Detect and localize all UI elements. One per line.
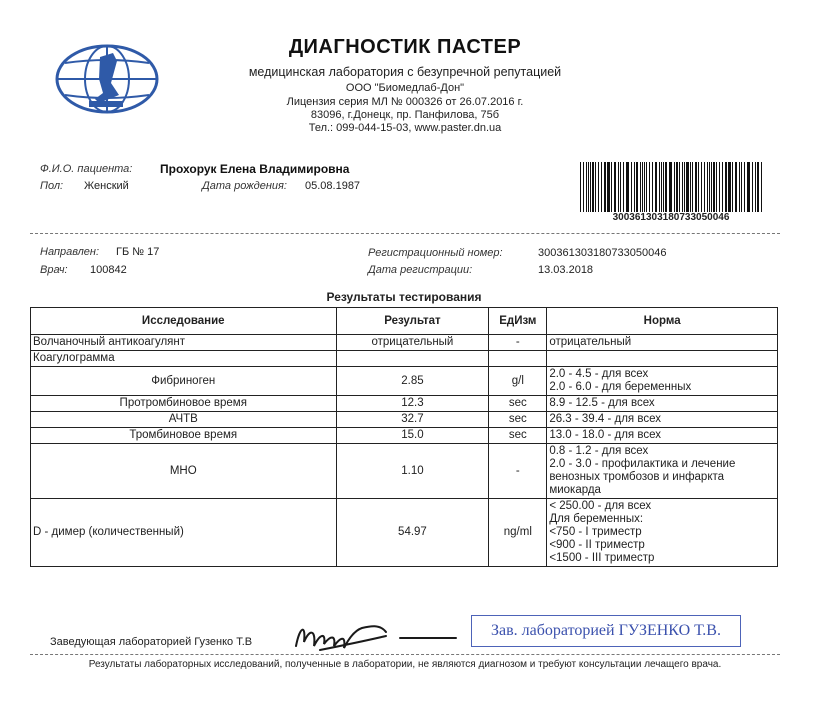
norm-line: 13.0 - 18.0 - для всех <box>549 429 661 441</box>
patient-sex-label: Пол: <box>40 180 64 192</box>
test-result: 2.85 <box>336 367 489 396</box>
results-table <box>30 307 778 567</box>
test-norm <box>547 428 778 444</box>
barcode-bar <box>695 162 697 212</box>
barcode-bar <box>761 162 762 212</box>
test-result: 12.3 <box>336 396 489 412</box>
table-header-row <box>31 308 778 335</box>
barcode-bar <box>674 162 675 212</box>
table-row <box>31 412 778 428</box>
test-name: Протромбиновое время <box>31 396 337 412</box>
table-row <box>31 367 778 396</box>
barcode-bar <box>598 162 599 212</box>
barcode-bar <box>735 162 737 212</box>
head-of-lab-label: Заведующая лабораторией Гузенко Т.В <box>50 636 253 648</box>
lab-contacts: Тел.: 099-044-15-03, www.paster.dn.ua <box>308 122 502 134</box>
test-name: МНО <box>31 444 337 499</box>
barcode-bar <box>676 162 678 212</box>
patient-name: Прохорук Елена Владимировна <box>160 162 350 176</box>
test-norm <box>547 444 778 499</box>
barcode-bar <box>669 162 672 212</box>
test-unit: sec <box>489 396 547 412</box>
barcode-bar <box>722 162 723 212</box>
test-result: 1.10 <box>336 444 489 499</box>
reg-number-label: Регистрационный номер: <box>368 247 503 259</box>
lab-tagline: медицинская лаборатория с безупречной репутацией <box>248 65 562 79</box>
disclaimer: Результаты лабораторных исследований, полученные в лаборатории, не являются диагнозом и требуют консультации лечащего врача. <box>88 659 722 670</box>
barcode-bar <box>747 162 750 212</box>
barcode-bar <box>631 162 632 212</box>
divider <box>30 233 780 234</box>
norm-line: < 250.00 - для всех <box>549 500 652 512</box>
test-norm <box>547 412 778 428</box>
barcode-bar <box>611 162 612 212</box>
test-result: 54.97 <box>336 499 489 567</box>
test-name: D - димер (количественный) <box>31 499 337 567</box>
test-norm <box>547 335 778 351</box>
barcode <box>578 162 764 212</box>
barcode-number: 300361303180733050046 <box>612 212 730 223</box>
norm-line: <750 - I триместр <box>549 526 642 538</box>
test-result: отрицательный <box>336 335 489 351</box>
barcode-bar <box>580 162 581 212</box>
reg-number: 300361303180733050046 <box>538 247 667 259</box>
test-name: АЧТВ <box>31 412 337 428</box>
barcode-bar <box>707 162 708 212</box>
test-norm <box>547 396 778 412</box>
barcode-bar <box>590 162 591 212</box>
referral-label: Направлен: <box>40 246 100 258</box>
barcode-bar <box>636 162 638 212</box>
test-unit: - <box>489 335 547 351</box>
norm-line: 0.8 - 1.2 - для всех <box>549 445 649 457</box>
lab-address: 83096, г.Донецк, пр. Панфилова, 75б <box>310 109 500 121</box>
test-name: Фибриноген <box>31 367 337 396</box>
column-header-norm: Норма <box>547 308 778 335</box>
test-unit: - <box>489 444 547 499</box>
norm-line: 2.0 - 3.0 - профилактика и лечение венозных тромбозов и инфаркта миокарда <box>549 458 736 496</box>
barcode-bar <box>752 162 753 212</box>
test-result <box>336 351 489 367</box>
reg-date: 13.03.2018 <box>538 264 594 276</box>
test-unit: g/l <box>489 367 547 396</box>
barcode-bar <box>626 162 629 212</box>
barcode-bar <box>684 162 685 212</box>
table-row <box>31 499 778 567</box>
barcode-bar <box>711 162 712 212</box>
barcode-bar <box>665 162 667 212</box>
barcode-bar <box>744 162 745 212</box>
barcode-bar <box>586 162 587 212</box>
barcode-bar <box>592 162 594 212</box>
barcode-bar <box>640 162 641 212</box>
lab-head-stamp: Зав. лабораторией ГУЗЕНКО Т.В. <box>471 615 741 647</box>
handwritten-signature <box>290 616 460 656</box>
barcode-bar <box>709 162 710 212</box>
barcode-bar <box>652 162 653 212</box>
test-norm <box>547 351 778 367</box>
column-header-unit: ЕдИзм <box>489 308 547 335</box>
barcode-bar <box>604 162 606 212</box>
norm-line: <1500 - III триместр <box>549 552 655 564</box>
barcode-bar <box>655 162 657 212</box>
test-unit: ng/ml <box>489 499 547 567</box>
barcode-bar <box>644 162 645 212</box>
barcode-bar <box>601 162 602 212</box>
lab-license: Лицензия серия МЛ № 000326 от 26.07.2016 г. <box>286 96 524 108</box>
test-group-name: Коагулограмма <box>31 351 337 367</box>
test-unit <box>489 351 547 367</box>
test-result: 32.7 <box>336 412 489 428</box>
barcode-bar <box>618 162 619 212</box>
column-header-test: Исследование <box>31 308 337 335</box>
patient-name-label: Ф.И.О. пациента: <box>40 163 133 175</box>
doctor-value: 100842 <box>90 264 127 276</box>
test-norm <box>547 367 778 396</box>
barcode-bar <box>607 162 610 212</box>
table-row <box>31 351 778 367</box>
table-row <box>31 428 778 444</box>
table-row <box>31 444 778 499</box>
norm-line: 2.0 - 6.0 - для беременных <box>549 381 692 393</box>
test-unit: sec <box>489 428 547 444</box>
table-row <box>31 335 778 351</box>
barcode-bar <box>739 162 740 212</box>
doctor-label: Врач: <box>40 264 68 276</box>
barcode-bar <box>679 162 680 212</box>
results-title: Результаты тестирования <box>326 290 482 304</box>
test-name: Волчаночный антикоагулянт <box>31 335 337 351</box>
column-header-result: Результат <box>336 308 489 335</box>
barcode-bar <box>642 162 643 212</box>
barcode-bar <box>757 162 759 212</box>
test-norm <box>547 499 778 567</box>
patient-dob: 05.08.1987 <box>305 180 361 192</box>
barcode-bar <box>663 162 664 212</box>
barcode-bar <box>755 162 756 212</box>
norm-line: 8.9 - 12.5 - для всех <box>549 397 655 409</box>
barcode-bar <box>659 162 660 212</box>
barcode-bar <box>716 162 717 212</box>
reg-date-label: Дата регистрации: <box>368 264 473 276</box>
barcode-bar <box>741 162 742 212</box>
norm-line: 26.3 - 39.4 - для всех <box>549 413 661 425</box>
norm-line: 2.0 - 4.5 - для всех <box>549 368 649 380</box>
barcode-bar <box>634 162 635 212</box>
barcode-bar <box>620 162 621 212</box>
barcode-bar <box>719 162 720 212</box>
patient-dob-label: Дата рождения: <box>202 180 287 192</box>
lab-organization: ООО "Биомедлаб-Дон" <box>345 82 465 94</box>
barcode-bar <box>661 162 662 212</box>
barcode-bar <box>646 162 647 212</box>
barcode-bar <box>704 162 705 212</box>
barcode-bar <box>701 162 702 212</box>
barcode-bar <box>698 162 699 212</box>
patient-sex: Женский <box>84 180 129 192</box>
barcode-bar <box>588 162 589 212</box>
barcode-bar <box>595 162 596 212</box>
test-unit: sec <box>489 412 547 428</box>
barcode-bar <box>614 162 616 212</box>
barcode-bar <box>686 162 689 212</box>
barcode-bar <box>583 162 584 212</box>
test-name: Тромбиновое время <box>31 428 337 444</box>
barcode-bar <box>713 162 715 212</box>
norm-line: <900 - II триместр <box>549 539 645 551</box>
barcode-bar <box>725 162 727 212</box>
barcode-bar <box>690 162 691 212</box>
barcode-bar <box>623 162 624 212</box>
barcode-bar <box>682 162 683 212</box>
barcode-bar <box>732 162 733 212</box>
test-result: 15.0 <box>336 428 489 444</box>
globe-microscope-icon <box>55 43 159 115</box>
lab-name: ДИАГНОСТИК ПАСТЕР <box>288 36 522 58</box>
norm-line: отрицательный <box>549 336 632 348</box>
barcode-bar <box>692 162 693 212</box>
barcode-bar <box>728 162 731 212</box>
divider <box>30 654 780 655</box>
norm-line: Для беременных: <box>549 513 644 525</box>
barcode-bar <box>649 162 650 212</box>
referral-value: ГБ № 17 <box>116 246 160 258</box>
table-row <box>31 396 778 412</box>
